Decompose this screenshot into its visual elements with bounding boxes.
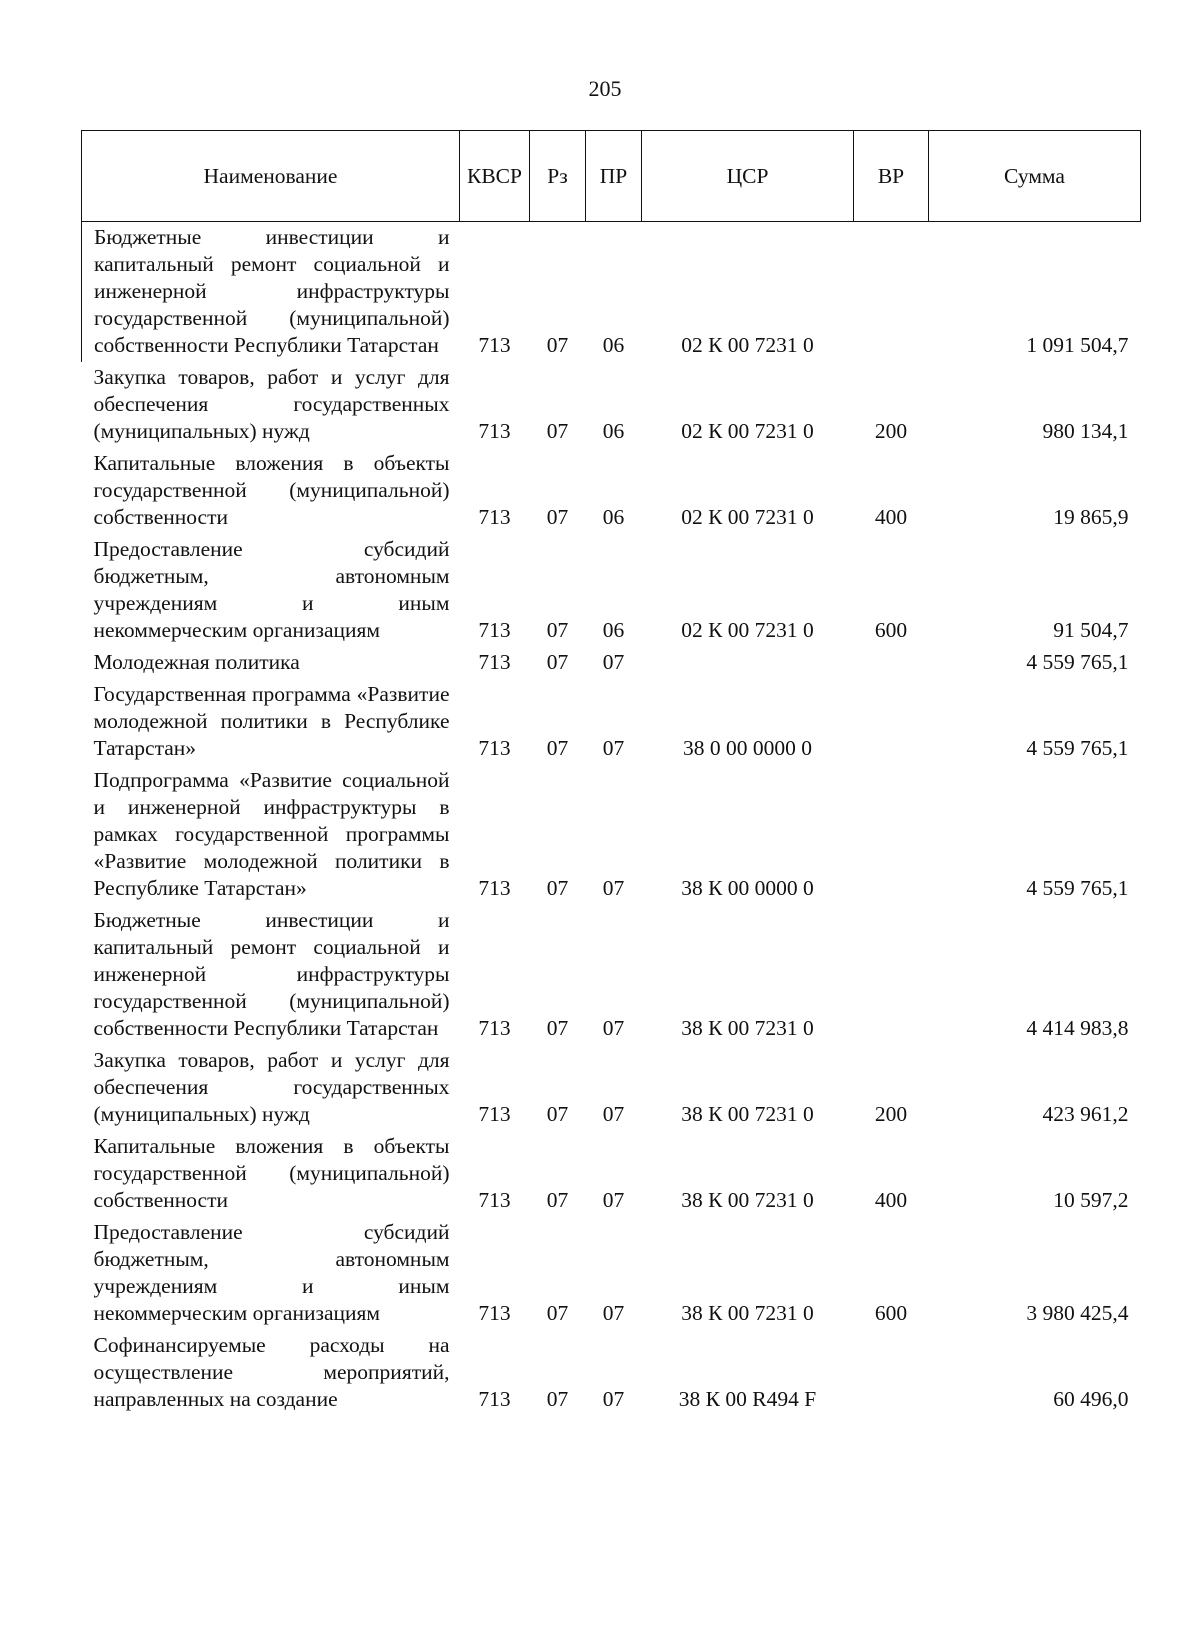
cell-pr: 06 (602, 419, 625, 443)
table-row (82, 1217, 1141, 1330)
cell-vr (854, 647, 929, 679)
page-number: 205 (588, 76, 622, 101)
table-row (82, 647, 1141, 679)
cell-rz: 07 (546, 419, 569, 443)
cell-name: Закупка товаров, работ и услуг для обеспечения государственных (муниципальных) нужд (93, 365, 450, 443)
cell-vr: 400 (874, 1188, 908, 1212)
cell-rz: 07 (546, 650, 569, 674)
cell-vr (854, 222, 929, 363)
cell-csr: 38 К 00 0000 0 (681, 876, 814, 900)
table-row (82, 448, 1141, 534)
cell-name: Предоставление субсидий бюджетным, автономным учреждениям и иным некоммерческим организациям (93, 537, 450, 642)
cell-kvsr: 713 (478, 876, 511, 900)
cell-rz: 07 (546, 1102, 569, 1126)
cell-sum: 423 961,2 (1042, 1102, 1129, 1126)
cell-rz: 07 (546, 333, 569, 357)
cell-sum: 91 504,7 (1053, 618, 1129, 642)
cell-rz: 07 (546, 876, 569, 900)
cell-sum: 10 597,2 (1053, 1188, 1129, 1212)
cell-vr: 200 (874, 1102, 908, 1126)
column-header-csr: ЦСР (642, 131, 854, 222)
cell-rz: 07 (546, 736, 569, 760)
cell-name: Софинансируемые расходы на осуществление мероприятий, направленных на создание (93, 1333, 450, 1411)
table-row (82, 1045, 1141, 1131)
cell-pr: 07 (602, 1301, 625, 1325)
column-header-pr: ПР (586, 131, 642, 222)
column-header-sum: Сумма (929, 131, 1141, 222)
cell-kvsr: 713 (478, 505, 511, 529)
cell-vr (854, 1330, 929, 1416)
cell-sum: 1 091 504,7 (1026, 333, 1129, 357)
cell-csr: 02 К 00 7231 0 (681, 505, 814, 529)
cell-vr: 400 (874, 505, 908, 529)
cell-vr (854, 765, 929, 905)
budget-table (81, 130, 1141, 1416)
column-header-vr: ВР (854, 131, 929, 222)
column-header-rz: Рз (530, 131, 586, 222)
cell-vr: 600 (874, 1301, 908, 1325)
table-row (82, 905, 1141, 1045)
cell-name: Закупка товаров, работ и услуг для обеспечения государственных (муниципальных) нужд (93, 1048, 450, 1126)
cell-pr: 06 (602, 618, 625, 642)
cell-kvsr: 713 (478, 1016, 511, 1040)
cell-pr: 06 (602, 333, 625, 357)
cell-sum: 4 559 765,1 (1026, 736, 1129, 760)
cell-name: Государственная программа «Развитие молодежной политики в Республике Татарстан» (93, 682, 450, 760)
cell-sum: 4 414 983,8 (1026, 1016, 1129, 1040)
table-row (82, 222, 1141, 363)
cell-pr: 07 (602, 1102, 625, 1126)
cell-vr (854, 679, 929, 765)
cell-kvsr: 713 (478, 1188, 511, 1212)
cell-kvsr: 713 (478, 650, 511, 674)
table-row (82, 679, 1141, 765)
cell-kvsr: 713 (478, 1387, 511, 1411)
cell-name: Молодежная политика (93, 650, 300, 674)
cell-sum: 4 559 765,1 (1026, 876, 1129, 900)
cell-pr: 07 (602, 650, 625, 674)
cell-name: Капитальные вложения в объекты государственной (муниципальной) собственности (93, 1134, 450, 1212)
column-header-name: Наименование (82, 131, 460, 222)
cell-vr: 600 (874, 618, 908, 642)
cell-name: Предоставление субсидий бюджетным, автономным учреждениям и иным некоммерческим организациям (93, 1220, 450, 1325)
cell-name: Подпрограмма «Развитие социальной и инженерной инфраструктуры в рамках государственной программы «Развитие молодежной политики в Республике Татарстан» (93, 768, 450, 900)
cell-kvsr: 713 (478, 419, 511, 443)
cell-rz: 07 (546, 1188, 569, 1212)
cell-sum: 980 134,1 (1042, 419, 1129, 443)
cell-pr: 07 (602, 1016, 625, 1040)
table-row (82, 765, 1141, 905)
column-header-kvsr: КВСР (460, 131, 530, 222)
cell-vr (854, 905, 929, 1045)
cell-rz: 07 (546, 1387, 569, 1411)
cell-pr: 07 (602, 1387, 625, 1411)
cell-kvsr: 713 (478, 618, 511, 642)
cell-kvsr: 713 (478, 1102, 511, 1126)
cell-csr (642, 647, 854, 679)
table-header-row (82, 131, 1141, 222)
cell-name: Бюджетные инвестиции и капитальный ремонт социальной и инженерной инфраструктуры государственной (муниципальной) собственности Республики Татарстан (93, 908, 450, 1040)
cell-vr: 200 (874, 419, 908, 443)
cell-rz: 07 (546, 1301, 569, 1325)
cell-kvsr: 713 (478, 333, 511, 357)
cell-csr: 02 К 00 7231 0 (681, 618, 814, 642)
cell-pr: 07 (602, 1188, 625, 1212)
cell-csr: 02 К 00 7231 0 (681, 333, 814, 357)
table-row (82, 362, 1141, 448)
cell-sum: 19 865,9 (1053, 505, 1129, 529)
cell-pr: 06 (602, 505, 625, 529)
cell-csr: 38 0 00 0000 0 (683, 736, 812, 760)
cell-kvsr: 713 (478, 1301, 511, 1325)
cell-rz: 07 (546, 505, 569, 529)
table-body (82, 222, 1141, 1417)
cell-pr: 07 (602, 736, 625, 760)
cell-rz: 07 (546, 1016, 569, 1040)
cell-kvsr: 713 (478, 736, 511, 760)
table-row (82, 1131, 1141, 1217)
cell-name: Капитальные вложения в объекты государственной (муниципальной) собственности (93, 451, 450, 529)
cell-csr: 38 К 00 7231 0 (681, 1301, 814, 1325)
table-row (82, 1330, 1141, 1416)
cell-pr: 07 (602, 876, 625, 900)
cell-csr: 38 К 00 7231 0 (681, 1188, 814, 1212)
cell-rz: 07 (546, 618, 569, 642)
cell-csr: 38 К 00 R494 F (678, 1387, 817, 1411)
cell-sum: 4 559 765,1 (1026, 650, 1129, 674)
cell-csr: 38 К 00 7231 0 (681, 1016, 814, 1040)
cell-csr: 02 К 00 7231 0 (681, 419, 814, 443)
table-row (82, 534, 1141, 647)
cell-sum: 60 496,0 (1053, 1387, 1129, 1411)
cell-sum: 3 980 425,4 (1026, 1301, 1129, 1325)
cell-name: Бюджетные инвестиции и капитальный ремонт социальной и инженерной инфраструктуры государственной (муниципальной) собственности Республики Татарстан (82, 222, 460, 363)
cell-csr: 38 К 00 7231 0 (681, 1102, 814, 1126)
